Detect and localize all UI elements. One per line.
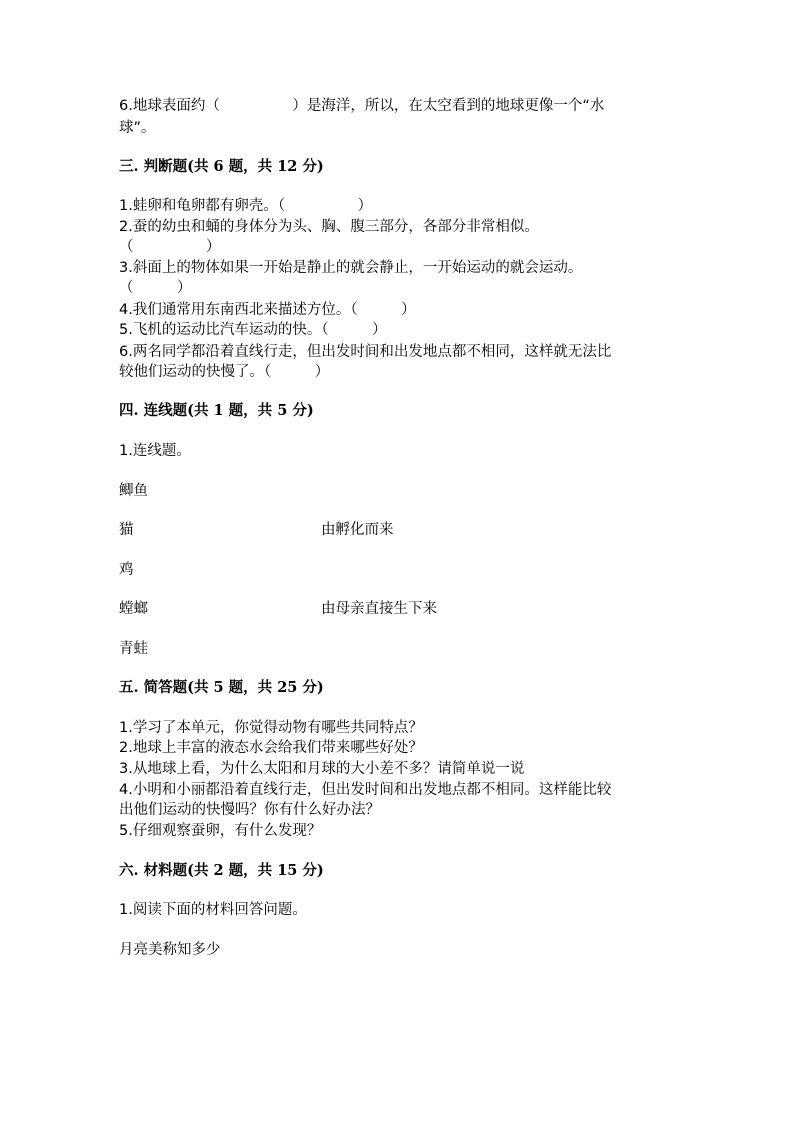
judgement-question-5: 5.飞机的运动比汽车运动的快。（ ） <box>119 322 387 338</box>
judgement-question-4: 4.我们通常用东南西北来描述方位。（ ） <box>119 302 416 318</box>
judgement-question-3-line2: （ ） <box>119 280 192 296</box>
matching-right-item: 由孵化而来 <box>321 522 394 538</box>
fill-question-6-line1: 6.地球表面约（ ）是海洋，所以，在太空看到的地球更像一个“水 <box>119 98 605 114</box>
short-answer-question-1: 1.学习了本单元，你觉得动物有哪些共同特点？ <box>119 720 423 736</box>
section-heading-judgement: 三. 判断题(共 6 题，共 12 分) <box>119 158 324 175</box>
section-heading-material: 六. 材料题(共 2 题，共 15 分) <box>119 862 324 879</box>
material-title: 月亮美称知多少 <box>119 942 221 958</box>
section-heading-matching: 四. 连线题(共 1 题，共 5 分) <box>119 402 314 419</box>
short-answer-question-2: 2.地球上丰富的液态水会给我们带来哪些好处？ <box>119 740 423 756</box>
matching-left-item: 鸡 <box>119 562 134 578</box>
matching-question-1: 1.连线题。 <box>119 443 191 459</box>
matching-left-item: 螳螂 <box>119 601 148 617</box>
judgement-question-6-line2: 较他们运动的快慢了。（ ） <box>119 364 330 380</box>
matching-left-item: 猫 <box>119 522 134 538</box>
matching-left-item: 青蛙 <box>119 641 148 657</box>
short-answer-question-3: 3.从地球上看，为什么太阳和月球的大小差不多？请简单说一说 <box>119 761 525 777</box>
material-question-1: 1.阅读下面的材料回答问题。 <box>119 902 307 918</box>
matching-right-item: 由母亲直接生下来 <box>321 601 437 617</box>
judgement-question-2-line1: 2.蚕的幼虫和蛹的身体分为头、胸、腹三部分，各部分非常相似。 <box>119 219 539 235</box>
judgement-question-6-line1: 6.两名同学都沿着直线行走，但出发时间和出发地点都不相同，这样就无法比 <box>119 344 612 360</box>
section-heading-short-answer: 五. 简答题(共 5 题，共 25 分) <box>119 679 324 696</box>
short-answer-question-5: 5.仔细观察蚕卵，有什么发现？ <box>119 823 322 839</box>
judgement-question-3-line1: 3.斜面上的物体如果一开始是静止的就会静止，一开始运动的就会运动。 <box>119 260 583 276</box>
judgement-question-2-line2: （ ） <box>119 239 221 255</box>
matching-left-item: 鲫鱼 <box>119 483 148 499</box>
short-answer-question-4-line2: 出他们运动的快慢吗？你有什么好办法？ <box>119 802 380 818</box>
judgement-question-1: 1.蛙卵和龟卵都有卵壳。（ ） <box>119 198 373 214</box>
short-answer-question-4-line1: 4.小明和小丽都沿着直线行走，但出发时间和出发地点都不相同。这样能比较 <box>119 782 612 798</box>
fill-question-6-line2: 球”。 <box>119 120 156 136</box>
